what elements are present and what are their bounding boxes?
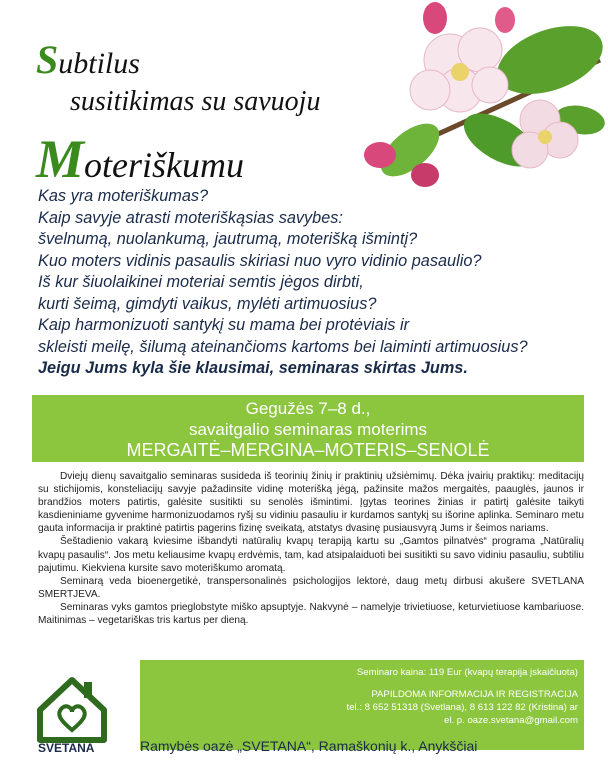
- question-line: skleisti meilę, šilumą ateinančioms kartoms bei laiminti artimuosius?: [38, 337, 528, 356]
- questions-block: [38, 186, 598, 380]
- event-theme: MERGAITĖ–MERGINA–MOTERIS–SENOLĖ: [126, 440, 490, 460]
- question-line: kurti šeimą, gimdyti vaikus, mylėti artimuosius?: [38, 294, 377, 313]
- contact-email[interactable]: el. p. oaze.svetana@gmail.com: [444, 715, 578, 726]
- event-date: Gegužės 7–8 d.,: [245, 399, 371, 418]
- title-line-1: [36, 36, 140, 83]
- logo-text: SVETANA: [38, 741, 95, 755]
- question-line: Kaip savyje atrasti moteriškąsias savybes:: [38, 208, 343, 227]
- info-box: [140, 660, 584, 750]
- title-line-2: susitikimas su savuoju: [70, 86, 321, 117]
- questions-closing: Jeigu Jums kyla šie klausimai, seminaras skirtas Jums.: [38, 359, 468, 377]
- title-initial-s: S: [36, 37, 59, 82]
- info-heading: PAPILDOMA INFORMACIJA IR REGISTRACIJA: [371, 689, 578, 700]
- description: [38, 470, 584, 627]
- question-line: Kaip harmonizuoti santykį su mama bei protėviais ir: [38, 316, 410, 334]
- paragraph: Šeštadienio vakarą kviesime išbandyti natūralių kvapų terapiją kartu su „Gamtos pilnatvės“ programa „Natūralių kvapų pasaulis“. Jos metu keliausime kvapų erdvėmis, tam, kad atsipalaiduoti bei susitikti su savo vidiniu pasauliu, subtiliu pajutimu. Kiekviena kursite savo moteriškumo aromatą.: [38, 536, 584, 574]
- question-line: švelnumą, nuolankumą, jautrumą, moterišką išmintį?: [38, 230, 418, 248]
- question-line: Kuo moters vidinis pasaulis skiriasi nuo vyro vidinio pasaulio?: [38, 251, 482, 270]
- paragraph: Seminarą veda bioenergetikė, transpersonalinės psichologijos lektorė, daug metų dirbusi akušere SVETLANA SMERTJEVA.: [38, 575, 584, 600]
- address-footer: Ramybės oazė „SVETANA“, Ramaškonių k., Anykščiai: [140, 738, 478, 754]
- title-initial-m: M: [36, 129, 85, 189]
- paragraph: Dviejų dienų savaitgalio seminaras susideda iš teorinių žinių ir praktinių užsiėmimų. Dėka įvairių praktikų: meditacijų su stichijomis, konsteliacijų savyje pažadinsite vidinę moterišką jėgą, pažinsite mažos mergaitės, paauglės, jaunos ir brandžios moters patirtis, galėsite susitikti su senolės išmintimi. Įgytas teorines žinias ir patirtį galėsite taikyti kasdieniniame gyvenime harmonizuodamos ryšį su vidiniu pasauliu ir kurdamos santykį su išorine aplinka. Seminaro metu gauta informacija ir praktinė patirtis pagerins fizinę sveikatą, atstatys dvasinę pusiausvyrą Jums ir šeimos nariams.: [38, 471, 584, 535]
- paragraph: Seminaras vyks gamtos prieglobstyte miško apsuptyje. Nakvynė – namelyje trivietiuose, keturvietiuose kambariuose. Maitinimas – vegetariškas tris kartus per dieną.: [38, 601, 584, 627]
- event-banner: [32, 395, 584, 462]
- apple-blossom-image: [350, 0, 608, 200]
- contact-phones: tel.: 8 652 51318 (Svetlana), 8 613 122 82 (Kristina) ar: [346, 702, 578, 713]
- question-line: Iš kur šiuolaikinei moteriai semtis jėgos dirbti,: [38, 273, 364, 291]
- title-line-3: [36, 128, 244, 190]
- title-word-1: ubtilus: [58, 47, 140, 80]
- question-line: Kas yra moteriškumas?: [38, 187, 209, 205]
- price: Seminaro kaina: 119 Eur (kvapų terapija įskaičiuota): [356, 667, 578, 678]
- title-word-3: oteriškumu: [84, 145, 244, 185]
- event-subtitle: savaitgalio seminaras moterims: [188, 420, 428, 439]
